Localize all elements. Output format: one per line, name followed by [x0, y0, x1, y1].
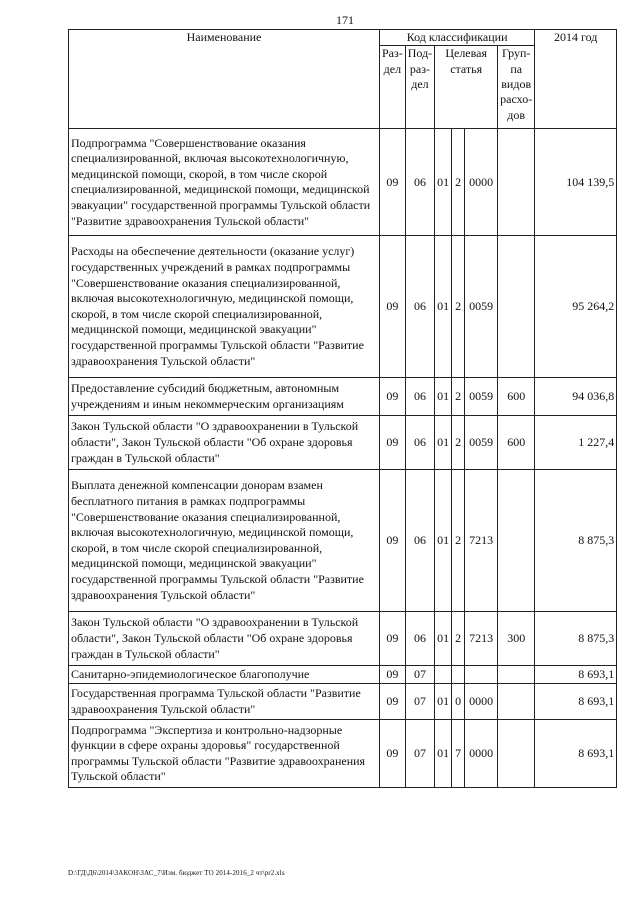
row-amount: 8 875,3 — [535, 470, 617, 612]
page-number: 171 — [336, 13, 354, 27]
row-razdel: 09 — [380, 612, 406, 666]
row-vid — [498, 470, 535, 612]
row-podrazdel: 06 — [405, 378, 434, 416]
row-podrazdel: 06 — [405, 470, 434, 612]
header-gruppa-vidov: Груп-па видов расхо-дов — [498, 46, 535, 129]
row-vid — [498, 720, 535, 788]
row-vid: 600 — [498, 416, 535, 470]
row-cs-subprogram: 2 — [452, 416, 465, 470]
table-row — [69, 612, 617, 666]
row-cs-program: 01 — [435, 236, 452, 378]
budget-table — [68, 29, 617, 788]
row-podrazdel: 06 — [405, 129, 434, 236]
row-cs-program: 01 — [435, 129, 452, 236]
row-podrazdel: 06 — [405, 416, 434, 470]
row-cs-program: 01 — [435, 416, 452, 470]
row-cs-subprogram: 2 — [452, 236, 465, 378]
table-row — [69, 416, 617, 470]
row-vid — [498, 129, 535, 236]
table-row — [69, 684, 617, 720]
row-vid: 300 — [498, 612, 535, 666]
header-year: 2014 год — [535, 30, 617, 129]
row-cs-direction: 0059 — [465, 416, 498, 470]
header-code-group: Код классификации — [380, 30, 535, 46]
row-cs-subprogram — [452, 666, 465, 684]
row-cs-direction: 7213 — [465, 470, 498, 612]
row-cs-subprogram: 2 — [452, 129, 465, 236]
row-amount: 8 693,1 — [535, 684, 617, 720]
row-cs-direction: 0000 — [465, 684, 498, 720]
row-razdel: 09 — [380, 129, 406, 236]
row-razdel: 09 — [380, 720, 406, 788]
row-podrazdel: 07 — [405, 720, 434, 788]
row-name: Закон Тульской области "О здравоохранении в Тульской области", Закон Тульской области "Об охране здоровья граждан в Тульской области" — [69, 416, 380, 470]
row-cs-subprogram: 2 — [452, 612, 465, 666]
row-amount: 8 875,3 — [535, 612, 617, 666]
row-podrazdel: 07 — [405, 666, 434, 684]
row-razdel: 09 — [380, 684, 406, 720]
header-name: Наименование — [69, 30, 380, 129]
header-podrazdel: Под-раз-дел — [405, 46, 434, 129]
row-amount: 95 264,2 — [535, 236, 617, 378]
row-cs-subprogram: 7 — [452, 720, 465, 788]
row-podrazdel: 07 — [405, 684, 434, 720]
row-cs-program: 01 — [435, 378, 452, 416]
footer-file-path: D:\ГД\Д6\2014\ЗАКОН\ЗАС_7\Изм. бюджет ТО 2014-2016_2 чт\pr2.xls — [68, 869, 285, 877]
row-razdel: 09 — [380, 378, 406, 416]
table-row — [69, 666, 617, 684]
row-name: Государственная программа Тульской области "Развитие здравоохранения Тульской области" — [69, 684, 380, 720]
row-name: Выплата денежной компенсации донорам взамен бесплатного питания в рамках подпрограммы "Совершенствование оказания специализированной, включая высокотехнологичную, медицинской помощи, скорой, в том числе скорой специализированной, медицинской помощи, медицинской эвакуации" государственной программы Тульской области "Развитие здравоохранения Тульской области" — [69, 470, 380, 612]
row-amount: 1 227,4 — [535, 416, 617, 470]
row-amount: 8 693,1 — [535, 666, 617, 684]
row-cs-direction: 0000 — [465, 720, 498, 788]
row-vid — [498, 666, 535, 684]
row-cs-direction: 0000 — [465, 129, 498, 236]
row-cs-program: 01 — [435, 684, 452, 720]
table-row — [69, 129, 617, 236]
row-amount: 104 139,5 — [535, 129, 617, 236]
row-vid — [498, 236, 535, 378]
row-cs-direction: 7213 — [465, 612, 498, 666]
row-cs-direction — [465, 666, 498, 684]
row-cs-program: 01 — [435, 612, 452, 666]
table-body — [69, 129, 617, 788]
row-cs-program — [435, 666, 452, 684]
row-name: Санитарно-эпидемиологическое благополучие — [69, 666, 380, 684]
row-cs-direction: 0059 — [465, 236, 498, 378]
header-razdel: Раз-дел — [380, 46, 406, 129]
table-row — [69, 378, 617, 416]
row-name: Закон Тульской области "О здравоохранении в Тульской области", Закон Тульской области "Об охране здоровья граждан в Тульской области" — [69, 612, 380, 666]
table-row — [69, 720, 617, 788]
row-razdel: 09 — [380, 416, 406, 470]
row-razdel: 09 — [380, 666, 406, 684]
header-tselevaya-statya: Целевая статья — [435, 46, 498, 129]
table-row — [69, 236, 617, 378]
row-cs-direction: 0059 — [465, 378, 498, 416]
row-razdel: 09 — [380, 236, 406, 378]
row-name: Предоставление субсидий бюджетным, автономным учреждениям и иным некоммерческим организациям — [69, 378, 380, 416]
row-cs-subprogram: 0 — [452, 684, 465, 720]
table-row — [69, 470, 617, 612]
row-cs-program: 01 — [435, 470, 452, 612]
row-name: Подпрограмма "Совершенствование оказания специализированной, включая высокотехнологичную, медицинской помощи, скорой, в том числе скорой специализированной, медицинской помощи, медицинской эвакуации" государственной программы Тульской области "Развитие здравоохранения Тульской области" — [69, 129, 380, 236]
row-razdel: 09 — [380, 470, 406, 612]
row-amount: 8 693,1 — [535, 720, 617, 788]
row-vid: 600 — [498, 378, 535, 416]
row-amount: 94 036,8 — [535, 378, 617, 416]
table-header — [69, 30, 617, 129]
row-podrazdel: 06 — [405, 612, 434, 666]
row-cs-subprogram: 2 — [452, 378, 465, 416]
row-cs-subprogram: 2 — [452, 470, 465, 612]
row-podrazdel: 06 — [405, 236, 434, 378]
row-cs-program: 01 — [435, 720, 452, 788]
row-name: Подпрограмма "Экспертиза и контрольно-надзорные функции в сфере охраны здоровья" государственной программы Тульской области "Развитие здравоохранения Тульской области" — [69, 720, 380, 788]
row-vid — [498, 684, 535, 720]
row-name: Расходы на обеспечение деятельности (оказание услуг) государственных учреждений в рамках подпрограммы "Совершенствование оказания специализированной, включая высокотехнологичную, медицинской помощи, скорой, в том числе скорой специализированной, медицинской помощи, медицинской эвакуации" государственной программы Тульской области "Развитие здравоохранения Тульской области" — [69, 236, 380, 378]
